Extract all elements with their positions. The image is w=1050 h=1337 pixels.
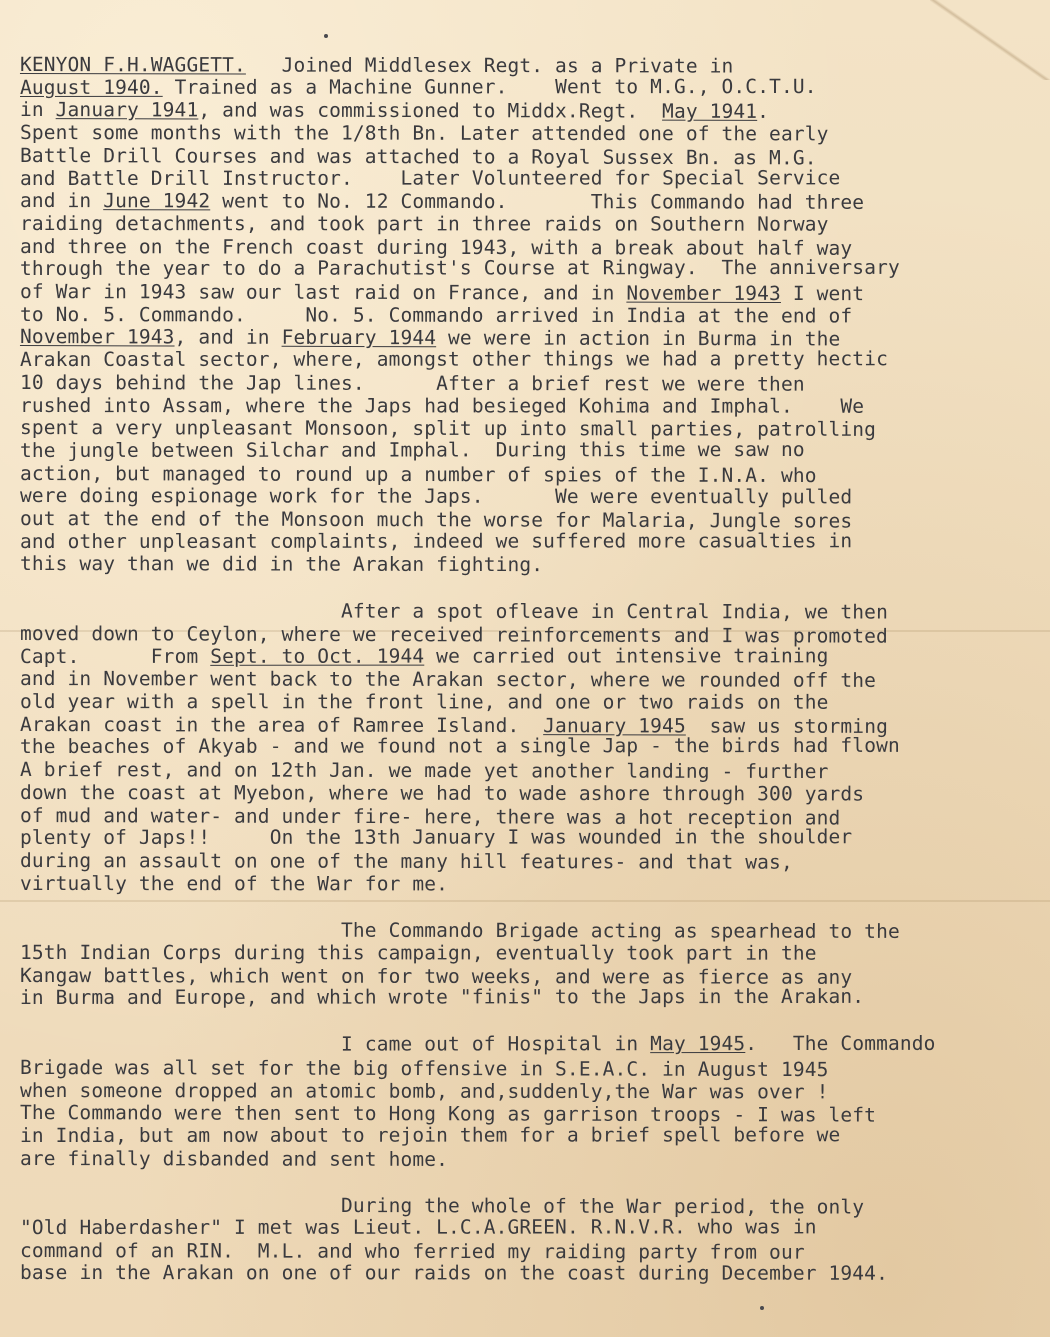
underlined-date: January 1945 [543, 713, 686, 738]
text-segment: I went [780, 282, 865, 306]
text-segment: to No. 5. Commando. No. 5. Commando arrived in India at the end of [19, 302, 853, 328]
text-segment: in India, but am now about to rejoin them for a brief spell before we [19, 1123, 841, 1147]
text-segment: went to No. 12 Commando. This Commando had three [210, 189, 865, 215]
text-segment: The Commando were then sent to Hong Kong as garrison troops - I was left [19, 1101, 877, 1127]
text-line [20, 782, 1045, 806]
text-segment: I came out of Hospital in [19, 1032, 651, 1057]
text-segment: the jungle between Silchar and Imphal. During this time we saw no [19, 437, 805, 462]
text-line [20, 1080, 1045, 1104]
underlined-date: February 1944 [281, 326, 437, 350]
text-line [20, 213, 1045, 237]
text-segment: A brief rest, and on 12th Jan. we made yet another landing - further [19, 758, 829, 784]
text-segment: "Old Haberdasher" I met was Lieut. L.C.A.GREEN. R.N.V.R. who was in [19, 1215, 817, 1240]
text-line [20, 735, 1045, 759]
underlined-date: Sept. to Oct. 1944 [210, 644, 425, 668]
text-segment: action, but managed to round up a number of spies of the I.N.A. who [19, 461, 817, 487]
text-segment: Battle Drill Courses and was attached to a Royal Sussex Bn. as M.G. [19, 143, 817, 170]
text-line [20, 372, 1045, 397]
text-line [20, 530, 1045, 554]
text-segment: old year with a spell in the front line, and one or two raids on the [19, 689, 829, 714]
text-line [20, 395, 1045, 419]
text-line [20, 75, 1045, 99]
text-line [20, 553, 1045, 578]
text-segment: Capt. From [19, 644, 211, 668]
text-segment: in Burma and Europe, and which wrote "finis" to the Japs in the Arakan. [19, 985, 865, 1010]
text-segment: of War in 1943 saw our last raid on France, and in [19, 280, 627, 305]
text-line [20, 691, 1045, 715]
text-segment: During the whole of the War period, the only [19, 1193, 865, 1219]
paragraph [20, 600, 1045, 895]
text-segment: saw us storming [685, 714, 889, 738]
text-segment: The Commando Brigade acting as spearhead to the [19, 918, 900, 944]
text-segment: the beaches of Akyab - and we found not a single Jap - the birds had flown [19, 734, 900, 759]
paragraph [20, 54, 1045, 576]
text-segment: Trained as a Machine Gunner. Went to M.G., O.C.T.U. [162, 74, 817, 99]
text-segment: and Battle Drill Instructor. Later Volunteered for Special Service [19, 165, 841, 190]
text-segment: were doing espionage work for the Japs. We were eventually pulled [19, 484, 853, 509]
text-line [20, 485, 1045, 509]
text-segment: 10 days behind the Jap lines. After a brief rest we were then [19, 370, 805, 396]
text-line [20, 257, 1045, 281]
text-segment: and in November went back to the Arakan sector, where we rounded off the [19, 667, 877, 693]
text-line [20, 1216, 1045, 1240]
text-segment: of mud and water- and under fire- here, there was a hot reception and [19, 803, 841, 830]
text-line [20, 850, 1045, 875]
text-segment: rushed into Assam, where the Japs had besieged Kohima and Imphal. We [19, 393, 865, 418]
underlined-date: KENYON F.H.WAGGETT. [19, 53, 246, 77]
underlined-date: November 1943 [626, 281, 781, 306]
text-segment: Arakan coast in the area of Ramree Island. [19, 712, 544, 737]
text-segment: After a spot ofleave in Central India, we then [19, 599, 889, 624]
text-line [20, 167, 1045, 191]
text-line [20, 1148, 1045, 1173]
text-line [20, 122, 1045, 146]
underlined-date: January 1941 [55, 98, 199, 122]
text-line [20, 439, 1045, 463]
text-line [20, 873, 1045, 897]
text-segment: and three on the French coast during 1943, with a break about half way [19, 234, 853, 260]
paragraph [19, 1031, 1045, 1171]
underlined-date: June 1942 [103, 189, 211, 213]
text-segment: moved down to Ceylon, where we received reinforcements and I was promoted [19, 621, 889, 648]
text-segment: spent a very unpleasant Monsoon, split up into small parties, patrolling [19, 416, 877, 442]
paper-speck [324, 34, 328, 38]
text-line [20, 986, 1045, 1010]
paragraph [20, 919, 1045, 1010]
text-segment: virtually the end of the War for me. [19, 871, 449, 895]
typed-letter-body [20, 54, 1045, 1285]
text-line [20, 1124, 1045, 1148]
text-line [20, 348, 1045, 372]
text-segment: Joined Middlesex Regt. as a Private in [245, 53, 734, 78]
text-line [20, 600, 1045, 624]
text-segment: and in [19, 189, 104, 213]
text-line [20, 645, 1045, 669]
text-segment: out at the end of the Monsoon much the worse for Malaria, Jungle sores [19, 507, 853, 533]
text-segment: Brigade was all set for the big offensive in S.E.A.C. in August 1945 [19, 1055, 829, 1081]
text-segment: Spent some months with the 1/8th Bn. Later attended one of the early [19, 121, 829, 146]
text-segment: and other unpleasant complaints, indeed we suffered more casualties in [19, 529, 853, 553]
text-segment: plenty of Japs!! On the 13th January I was wounded in the shoulder [19, 825, 853, 850]
text-segment: Arakan Coastal sector, where, amongst other things we had a pretty hectic [19, 347, 888, 372]
text-segment: base in the Arakan on one of our raids on the coast during December 1944. [19, 1261, 888, 1286]
text-segment: down the coast at Myebon, where we had to wade ashore through 300 yards [19, 780, 865, 806]
paragraph [20, 1194, 1045, 1285]
underlined-date: May 1945 [650, 1032, 746, 1056]
text-segment: , and was commissioned to Middx.Regt. [198, 98, 663, 124]
text-line [20, 826, 1045, 850]
text-segment: during an assault on one of the many hill features- and that was, [19, 848, 793, 874]
text-segment: we carried out intensive training [424, 643, 829, 668]
text-segment: in [19, 98, 56, 122]
text-segment: when someone dropped an atomic bomb, and,suddenly,the War was over ! [19, 1078, 829, 1103]
underlined-date: May 1941 [662, 100, 758, 124]
text-segment: through the year to do a Parachutist's Course at Ringway. The anniversary [19, 256, 900, 281]
text-line [20, 942, 1045, 966]
text-segment: , and in [174, 325, 282, 350]
text-segment: 15th Indian Corps during this campaign, eventually took part in the [19, 941, 817, 965]
text-segment: we were in action in Burma in the [436, 326, 841, 351]
text-segment: raiding detachments, and took part in three raids on Southern Norway [19, 211, 829, 236]
text-segment: are finally disbanded and sent home. [19, 1146, 449, 1171]
text-segment: command of an RIN. M.L. and who ferried my raiding party from our [19, 1238, 805, 1264]
text-line [20, 1033, 1045, 1057]
paper-speck [760, 1306, 764, 1310]
text-segment: this way than we did in the Arakan fighting. [19, 552, 544, 577]
underlined-date: August 1940. [19, 75, 163, 99]
underlined-date: November 1943 [19, 325, 175, 349]
text-segment: Kangaw battles, which went on for two weeks, and were as fierce as any [19, 963, 853, 989]
text-line [20, 1262, 1045, 1286]
text-segment: . [757, 100, 770, 124]
text-segment: . The Commando [745, 1031, 936, 1056]
